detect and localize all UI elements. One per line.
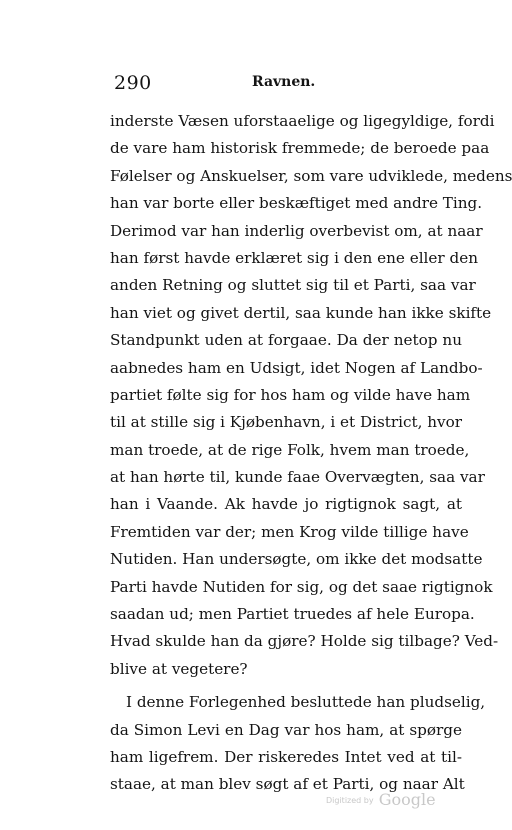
- text-line: Derimod var han inderlig overbevist om, at naar: [110, 221, 483, 240]
- page-header: [0, 72, 504, 96]
- body-text: [110, 108, 512, 799]
- text-line: han viet og givet dertil, saa kunde han ikke skifte: [110, 303, 492, 322]
- text-line: Følelser og Anskuelser, som vare udviklede, medens: [110, 166, 512, 185]
- text-line: han i Vaande. Ak havde jo rigtignok sagt, at: [110, 495, 462, 514]
- text-line: staae, at man blev søgt af et Parti, og naar Alt: [110, 775, 465, 794]
- text-line: Parti havde Nutiden for sig, og det saae rigtignok: [110, 577, 493, 596]
- text-line: Hvad skulde han da gjøre? Holde sig tilbage? Ved-: [110, 632, 499, 651]
- text-line: man troede, at de rige Folk, hvem man troede,: [110, 440, 470, 459]
- page-number: 290: [114, 72, 152, 94]
- running-head: Ravnen.: [252, 74, 316, 90]
- text-line: inderste Væsen uforstaaelige og ligegyldige, fordi: [110, 112, 495, 130]
- watermark-brand: Google: [378, 790, 436, 809]
- text-line: han først havde erklæret sig i den ene eller den: [110, 248, 478, 267]
- digitization-watermark: [326, 790, 436, 809]
- text-line: han var borte eller beskæftiget med andre Ting.: [110, 194, 483, 213]
- text-line: partiet følte sig for hos ham og vilde have ham: [110, 385, 471, 404]
- text-line: til at stille sig i Kjøbenhavn, i et District, hvor: [110, 413, 463, 432]
- watermark-prefix: Digitized by: [326, 796, 374, 805]
- text-line: de vare ham historisk fremmede; de beroede paa: [110, 139, 490, 158]
- text-line: anden Retning og sluttet sig til et Parti, saa var: [110, 276, 476, 295]
- text-line: Nutiden. Han undersøgte, om ikke det modsatte: [110, 550, 483, 569]
- text-line: ham ligefrem. Der riskeredes Intet ved at til-: [110, 747, 462, 766]
- text-line: saadan ud; men Partiet truedes af hele Europa.: [110, 605, 475, 624]
- text-line: Fremtiden var der; men Krog vilde tillige have: [110, 522, 469, 541]
- text-line: blive at vegetere?: [110, 659, 248, 678]
- text-line: at han hørte til, kunde faae Overvægten, saa var: [110, 468, 485, 487]
- text-line: Standpunkt uden at forgaae. Da der netop nu: [110, 331, 462, 350]
- paragraph: [110, 689, 486, 799]
- paragraph: [110, 108, 512, 683]
- text-line: da Simon Levi en Dag var hos ham, at spørge: [110, 720, 462, 739]
- text-line: I denne Forlegenhed besluttede han pludselig,: [126, 693, 486, 712]
- text-line: aabnedes ham en Udsigt, idet Nogen af Landbo-: [110, 358, 483, 377]
